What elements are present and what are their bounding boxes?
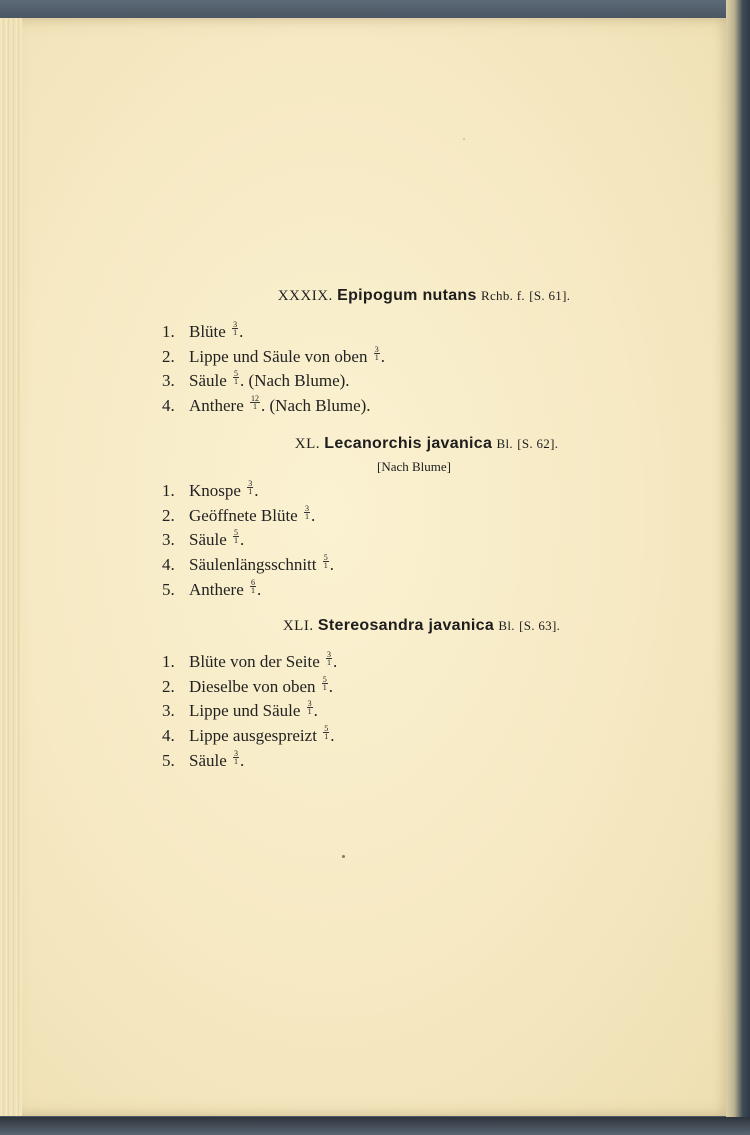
species-author: Bl.	[498, 618, 515, 633]
figure-item: 3. Säule $\frac{5}{1}$ .	[162, 528, 245, 550]
page-edge-stack	[0, 18, 22, 1116]
figure-item: 1. Knospe $\frac{3}{1}$ .	[162, 479, 259, 500]
scale-fraction: $\frac{3}{1}$	[248, 479, 253, 496]
scale-fraction: $\frac{3}{1}$	[304, 503, 309, 521]
species-name: Lecanorchis javanica	[324, 435, 493, 452]
scale-fraction: $\frac{5}{1}$	[234, 528, 239, 546]
scale-fraction: $\frac{3}{1}$	[327, 650, 332, 667]
scale-fraction: $\frac{6}{1}$	[251, 577, 256, 595]
figure-item: 4. Säulenlängsschnitt $\frac{5}{1}$ .	[162, 553, 334, 575]
paper-speck	[463, 138, 465, 140]
book-binding-bottom	[0, 1117, 750, 1135]
species-name: Stereosandra javanica	[317, 617, 495, 634]
figure-item: 3. Säule $\frac{5}{1}$ . (Nach Blume).	[162, 369, 350, 391]
plate-heading-xl	[0, 435, 728, 453]
page-reference: [S. 61].	[529, 288, 571, 303]
plate-numeral: XLI.	[282, 618, 314, 634]
page-reference: [S. 63].	[519, 618, 561, 633]
figure-item: 4. Anthere $\frac{12}{1}$ . (Nach Blume).	[162, 394, 371, 416]
figure-item: 2. Dieselbe von oben $\frac{5}{1}$ .	[162, 674, 334, 696]
scale-fraction: $\frac{3}{1}$	[233, 320, 238, 337]
paper-speck	[342, 855, 345, 858]
scale-fraction: $\frac{5}{1}$	[322, 674, 327, 692]
book-page	[0, 18, 728, 1116]
scale-fraction: $\frac{5}{1}$	[324, 724, 329, 742]
scale-fraction: $\frac{5}{1}$	[234, 369, 239, 387]
plate-heading-xli	[0, 617, 728, 635]
source-note: [Nach Blume]	[376, 459, 451, 474]
figure-item: 2. Lippe und Säule von oben $\frac{3}{1}$ .	[162, 344, 385, 366]
page-reference: [S. 62].	[517, 436, 559, 451]
figure-item: 1. Blüte von der Seite $\frac{3}{1}$ .	[162, 650, 338, 671]
figure-list-xl	[162, 479, 334, 602]
figure-item: 4. Lippe ausgespreizt $\frac{5}{1}$ .	[162, 724, 335, 746]
species-author: Rchb. f.	[481, 288, 525, 303]
figure-item: 5. Säule $\frac{3}{1}$ .	[162, 748, 245, 770]
species-name: Epipogum nutans	[337, 287, 477, 304]
figure-item: 5. Anthere $\frac{6}{1}$ .	[162, 577, 262, 599]
figure-item: 1. Blüte $\frac{3}{1}$ .	[162, 320, 244, 341]
book-spine	[726, 0, 750, 1117]
figure-item: 3. Lippe und Säule $\frac{3}{1}$ .	[162, 699, 318, 721]
scale-fraction: $\frac{3}{1}$	[307, 699, 312, 717]
scale-fraction: $\frac{3}{1}$	[234, 748, 239, 766]
figure-list-xli	[162, 650, 337, 773]
plate-heading-xxxix	[0, 287, 728, 305]
scale-fraction: $\frac{12}{1}$	[251, 394, 260, 412]
book-binding-top	[0, 0, 750, 20]
figure-item: 2. Geöffnete Blüte $\frac{3}{1}$ .	[162, 503, 316, 525]
plate-numeral: XL.	[294, 436, 320, 452]
scale-fraction: $\frac{5}{1}$	[323, 553, 328, 571]
species-author: Bl.	[496, 436, 513, 451]
figure-list-xxxix	[162, 320, 385, 419]
plate-numeral: XXXIX.	[277, 288, 333, 304]
scale-fraction: $\frac{3}{1}$	[374, 344, 379, 362]
